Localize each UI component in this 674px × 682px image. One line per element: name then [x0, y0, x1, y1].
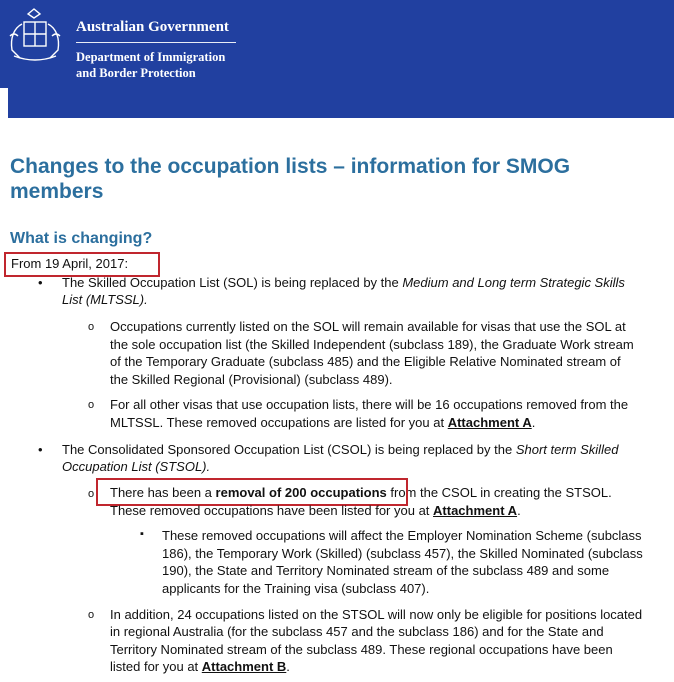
government-header: [0, 0, 674, 118]
square-bullet-icon: ▪: [140, 528, 144, 540]
item2-sub1-text: There has been a: [110, 485, 216, 500]
item2-sub1-tail: from the CSOL in creating the STSOL.: [386, 485, 612, 500]
item2-subsub-line1: These removed occupations will affect the Employer Nomination Scheme (subclass: [162, 528, 642, 543]
item2-subsub-line4: applicants for the Training visa (subclass 407).: [162, 581, 430, 596]
dept-line-2: and Border Protection: [76, 66, 196, 80]
item2-sub2-l4-text: listed for you at: [110, 659, 202, 674]
item1-italic: Medium and Long term Strategic Skills: [402, 275, 625, 290]
item2-sub1-l2-period: .: [517, 503, 521, 518]
item1-sub2-text: MLTSSL. These removed occupations are listed for you at: [110, 415, 448, 430]
item2-text: The Consolidated Sponsored Occupation List (CSOL) is being replaced by the: [62, 442, 516, 457]
item2-sub1-l2-text: These removed occupations have been listed for you at: [110, 503, 434, 518]
item2-line2: [62, 458, 210, 476]
item2-subsub-line2: 186), the Temporary Work (Skilled) (subclass 457), the Skilled Nominated (subclass: [162, 546, 643, 561]
item2-sub2-line4: [110, 658, 290, 676]
wordmark-divider: [76, 42, 236, 43]
item2-sub2-line3: Territory Nominated stream of the subclass 489. These regional occupations have been: [110, 642, 613, 657]
item1-sub2-period: .: [531, 415, 536, 430]
item2-sub2-l4-period: .: [286, 659, 290, 674]
item1-sub2-line2: [110, 414, 535, 432]
department-wordmark: [76, 19, 236, 81]
bullet-icon: •: [38, 442, 43, 457]
section-heading: What is changing?: [10, 230, 153, 247]
item2-italic-2: Occupation List (STSOL).: [62, 459, 211, 474]
removal-count-text: removal of 200 occupations: [215, 485, 387, 500]
circle-bullet-icon: o: [88, 399, 95, 411]
attachment-b-link[interactable]: Attachment B: [201, 659, 287, 674]
circle-bullet-icon: o: [88, 321, 95, 333]
effective-date: From 19 April, 2017:: [11, 256, 129, 271]
gov-label: Australian Government: [76, 19, 229, 35]
item2-line1: [62, 441, 618, 459]
page-title: Changes to the occupation lists – information for SMOG members: [10, 155, 571, 203]
item2-italic: Short term Skilled: [515, 442, 619, 457]
item1-sub1-line4: the Skilled Regional (Provisional) (subclass 489).: [110, 372, 393, 387]
item2-sub2-line1: In addition, 24 occupations listed on the STSOL will now only be eligible for positions located: [110, 607, 643, 622]
attachment-a-link-2[interactable]: Attachment A: [433, 503, 518, 518]
circle-bullet-icon: o: [88, 488, 95, 500]
item1-italic-2: List (MLTSSL).: [62, 292, 148, 307]
item2-sub2-line2: in regional Australia (for the subclass 457 and the subclass 186) and for the State and: [110, 624, 604, 639]
coat-of-arms-icon: [4, 6, 66, 66]
item1-line2: [62, 291, 148, 309]
item1-sub1-line2: the sole occupation list (the Skilled Independent (subclass 189), the Graduate Work stream: [110, 337, 634, 352]
item1-sub1-line1: Occupations currently listed on the SOL will remain available for visas that use the SOL at: [110, 319, 626, 334]
item1-sub2-line1: For all other visas that use occupation lists, there will be 16 occupations removed from the: [110, 397, 629, 412]
item1-text: The Skilled Occupation List (SOL) is being replaced by the: [62, 275, 403, 290]
item2-subsub-line3: 190), the State and Territory Nominated stream of the subclass 489 and some: [162, 563, 610, 578]
circle-bullet-icon: o: [88, 609, 95, 621]
bullet-icon: •: [38, 275, 43, 290]
item1-sub1-line3: of the Temporary Graduate (subclass 485) and the Eligible Relative Nominated stream of: [110, 354, 621, 369]
item1-line1: [62, 274, 625, 292]
header-edge: [0, 88, 8, 118]
item2-sub1-line2: [110, 502, 521, 520]
dept-line-1: Department of Immigration: [76, 50, 226, 64]
attachment-a-link[interactable]: Attachment A: [447, 415, 532, 430]
